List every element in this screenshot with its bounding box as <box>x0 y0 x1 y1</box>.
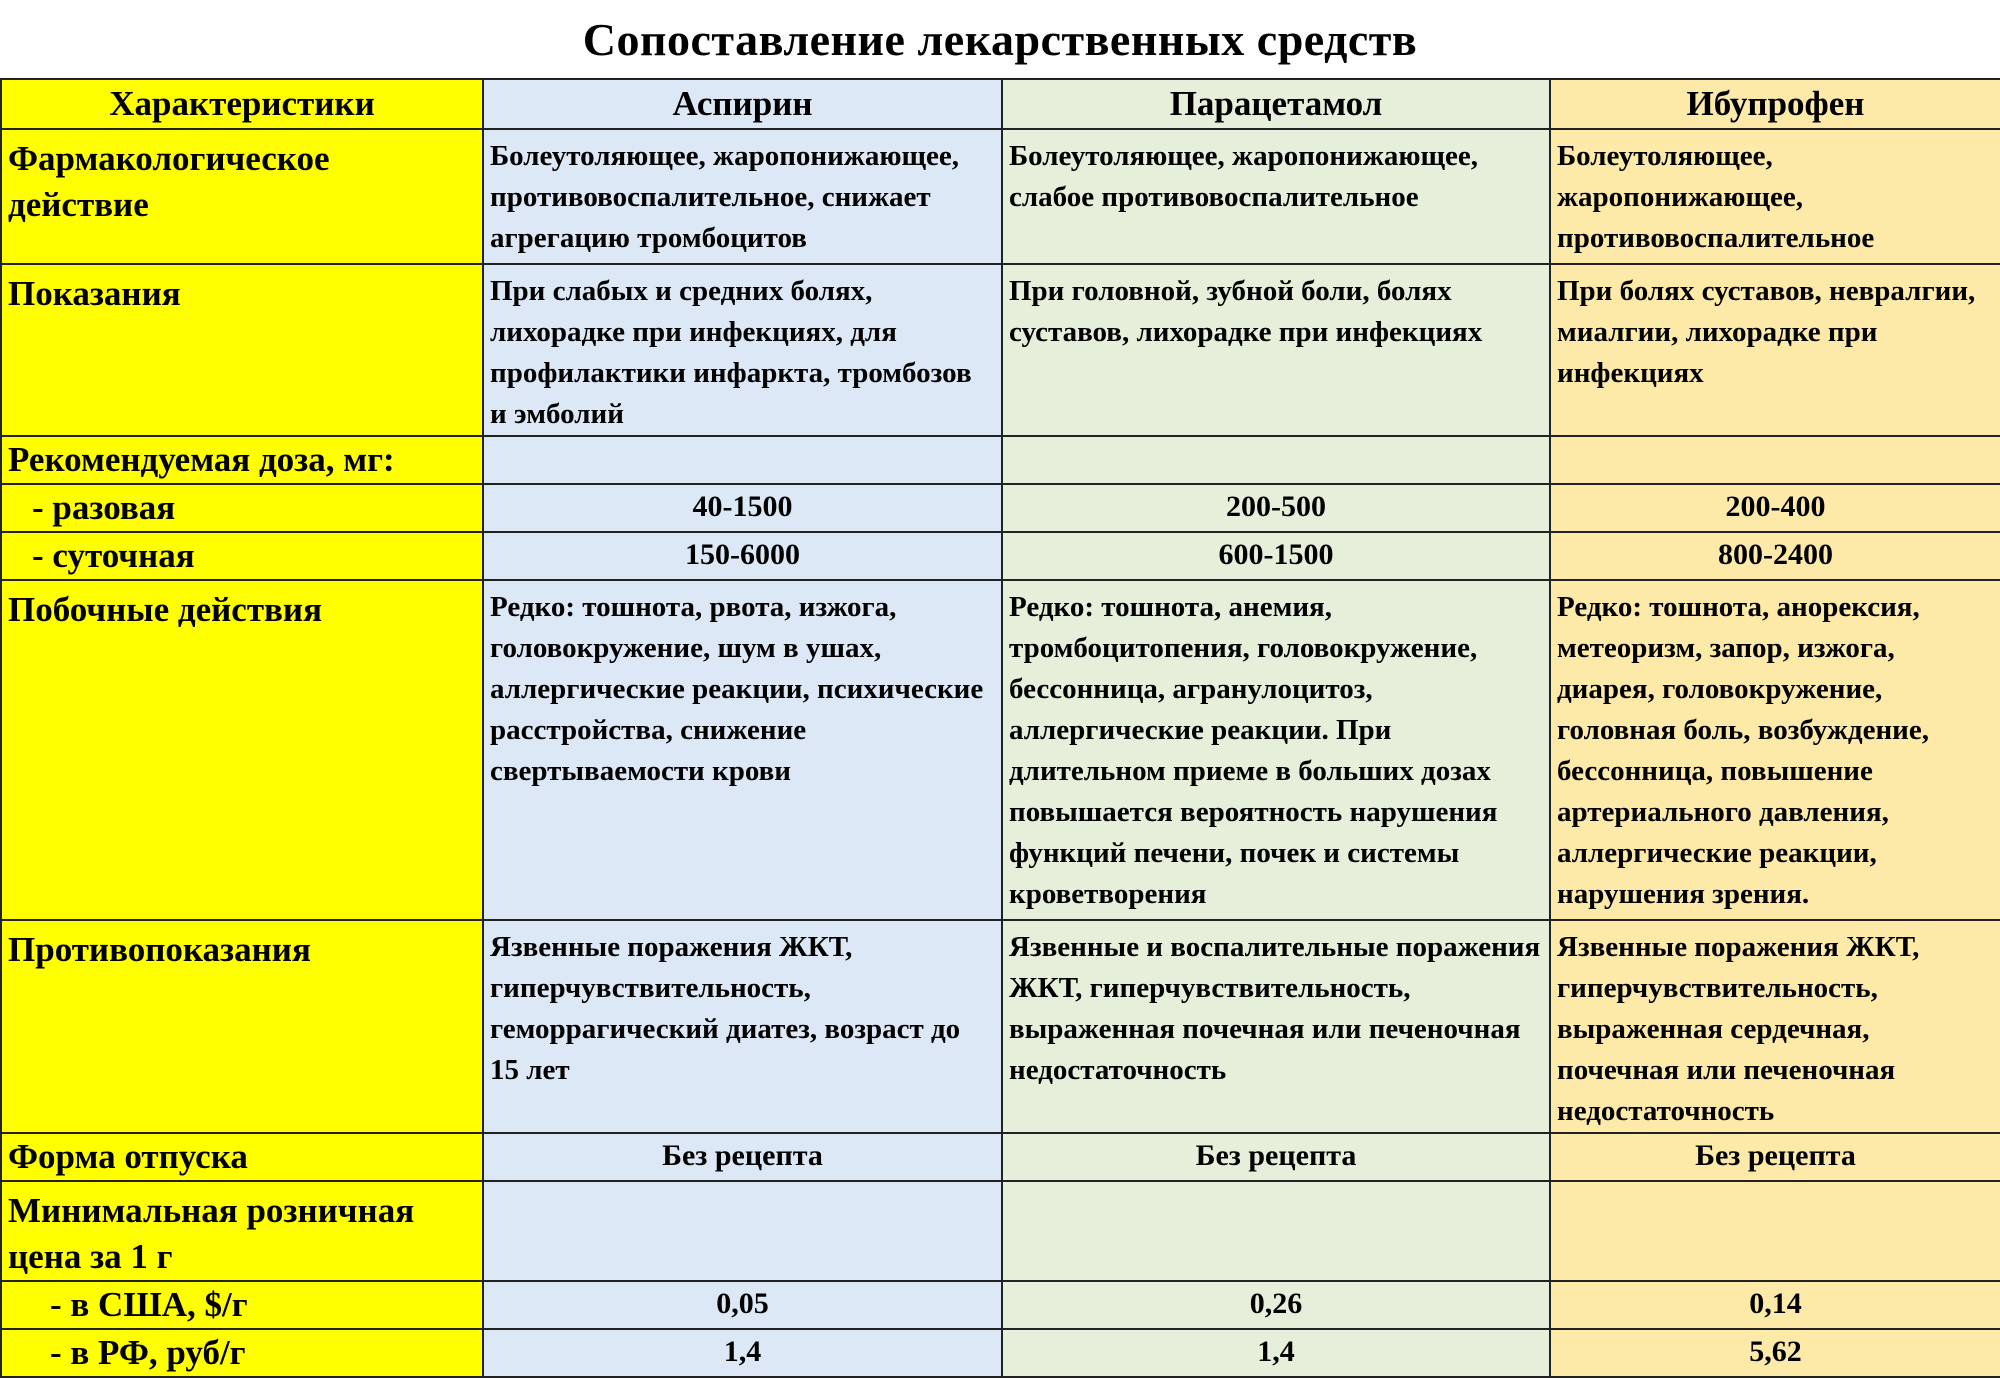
cell-ibuprofen: Без рецепта <box>1550 1133 2000 1181</box>
row-label: Противопоказания <box>1 920 483 1133</box>
header-paracetamol: Парацетамол <box>1002 79 1550 129</box>
row-label: - суточная <box>1 532 483 580</box>
table-row-dose-heading <box>1 436 2000 484</box>
cell-ibuprofen: 200-400 <box>1550 484 2000 532</box>
cell-ibuprofen: При болях суставов, невралгии, миалгии, лихорадке при инфекциях <box>1550 264 2000 436</box>
cell-paracetamol <box>1002 436 1550 484</box>
row-label: - разовая <box>1 484 483 532</box>
table-row-dose-daily <box>1 532 2000 580</box>
cell-aspirin <box>483 1181 1002 1281</box>
row-label: - в РФ, руб/г <box>1 1329 483 1377</box>
cell-paracetamol: 200-500 <box>1002 484 1550 532</box>
header-row <box>1 79 2000 129</box>
cell-aspirin: Без рецепта <box>483 1133 1002 1181</box>
table-row-side-effects <box>1 580 2000 920</box>
cell-aspirin: 1,4 <box>483 1329 1002 1377</box>
cell-ibuprofen <box>1550 436 2000 484</box>
cell-aspirin: 150-6000 <box>483 532 1002 580</box>
table-row-price-heading <box>1 1181 2000 1281</box>
cell-aspirin: Язвенные поражения ЖКТ, гиперчувствительность, геморрагический диатез, возраст до 15 лет <box>483 920 1002 1133</box>
header-ibuprofen: Ибупрофен <box>1550 79 2000 129</box>
cell-aspirin: 40-1500 <box>483 484 1002 532</box>
table-row-dose-single <box>1 484 2000 532</box>
cell-paracetamol: Язвенные и воспалительные поражения ЖКТ, гиперчувствительность, выраженная почечная или печеночная недостаточность <box>1002 920 1550 1133</box>
cell-paracetamol: Без рецепта <box>1002 1133 1550 1181</box>
cell-ibuprofen: 800-2400 <box>1550 532 2000 580</box>
row-label: Рекомендуемая доза, мг: <box>1 436 483 484</box>
row-label: Минимальная розничная цена за 1 г <box>1 1181 483 1281</box>
cell-paracetamol: 600-1500 <box>1002 532 1550 580</box>
cell-aspirin: 0,05 <box>483 1281 1002 1329</box>
cell-paracetamol: Редко: тошнота, анемия, тромбоцитопения, головокружение, бессонница, агранулоцитоз, аллергические реакции. При длительном приеме в больших дозах повышается вероятность нарушения функций печени, почек и системы кроветворения <box>1002 580 1550 920</box>
cell-ibuprofen: Болеутоляющее, жаропонижающее, противовоспалительное <box>1550 129 2000 264</box>
cell-ibuprofen: 0,14 <box>1550 1281 2000 1329</box>
row-label: Показания <box>1 264 483 436</box>
cell-paracetamol <box>1002 1181 1550 1281</box>
table-row-price-ru <box>1 1329 2000 1377</box>
cell-ibuprofen: 5,62 <box>1550 1329 2000 1377</box>
cell-paracetamol: Болеутоляющее, жаропонижающее, слабое противовоспалительное <box>1002 129 1550 264</box>
cell-aspirin: Болеутоляющее, жаропонижающее, противовоспалительное, снижает агрегацию тромбоцитов <box>483 129 1002 264</box>
cell-paracetamol: 1,4 <box>1002 1329 1550 1377</box>
cell-paracetamol: 0,26 <box>1002 1281 1550 1329</box>
row-label: Побочные действия <box>1 580 483 920</box>
row-label: Фармакологическое действие <box>1 129 483 264</box>
cell-paracetamol: При головной, зубной боли, болях суставов, лихорадке при инфекциях <box>1002 264 1550 436</box>
table-row-contraindications <box>1 920 2000 1133</box>
comparison-table <box>0 78 2000 1378</box>
cell-ibuprofen: Язвенные поражения ЖКТ, гиперчувствительность, выраженная сердечная, почечная или печеночная недостаточность <box>1550 920 2000 1133</box>
table-row-price-us <box>1 1281 2000 1329</box>
header-aspirin: Аспирин <box>483 79 1002 129</box>
page-title: Сопоставление лекарственных средств <box>582 13 1418 65</box>
row-label: Форма отпуска <box>1 1133 483 1181</box>
cell-ibuprofen: Редко: тошнота, анорексия, метеоризм, запор, изжога, диарея, головокружение, головная боль, возбуждение, бессонница, повышение артериального давления, аллергические реакции, нарушения зрения. <box>1550 580 2000 920</box>
table-row-pharm-action <box>1 129 2000 264</box>
cell-aspirin <box>483 436 1002 484</box>
row-label: - в США, $/г <box>1 1281 483 1329</box>
cell-aspirin: При слабых и средних болях, лихорадке при инфекциях, для профилактики инфаркта, тромбозов и эмболий <box>483 264 1002 436</box>
table-row-dispensing-form <box>1 1133 2000 1181</box>
cell-aspirin: Редко: тошнота, рвота, изжога, головокружение, шум в ушах, аллергические реакции, психические расстройства, снижение свертываемости крови <box>483 580 1002 920</box>
header-characteristics: Характеристики <box>1 79 483 129</box>
cell-ibuprofen <box>1550 1181 2000 1281</box>
table-row-indications <box>1 264 2000 436</box>
